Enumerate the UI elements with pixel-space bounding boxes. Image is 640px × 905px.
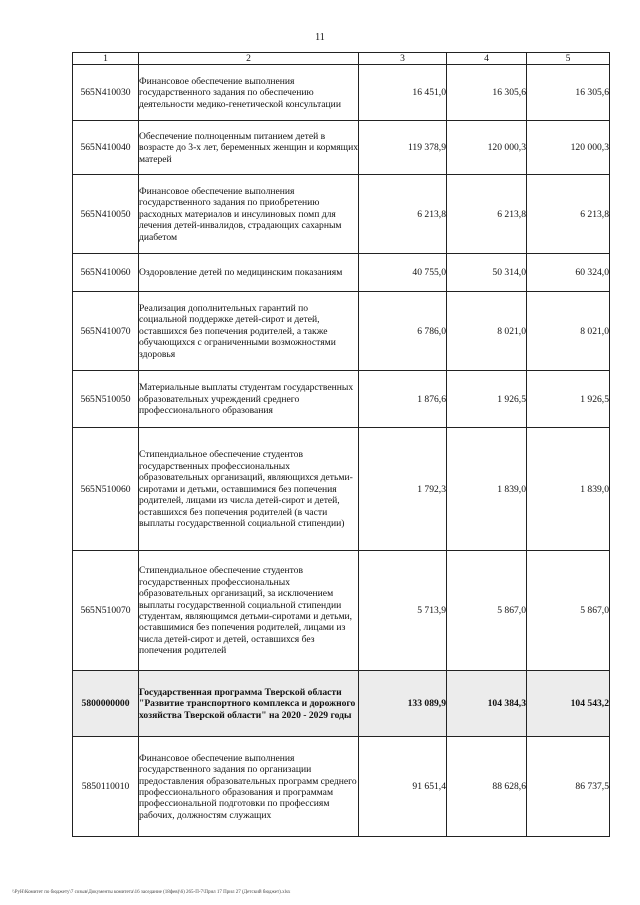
row-value-col3: 1 792,3 [359, 428, 447, 551]
table-row [73, 175, 610, 254]
row-value-col5: 16 305,6 [527, 65, 610, 121]
table-header-row [73, 53, 610, 65]
row-description: Государственная программа Тверской области "Развитие транспортного комплекса и дорожного хозяйства Тверской области" на 2020 - 2029 годы [139, 671, 359, 737]
column-header-3: 3 [359, 53, 447, 65]
budget-table [72, 52, 610, 837]
row-description: Оздоровление детей по медицинским показаниям [139, 254, 359, 292]
table-row-program-total [73, 671, 610, 737]
row-code: 565N410030 [73, 65, 139, 121]
row-description: Стипендиальное обеспечение студентов государственных профессиональных образовательных организаций, являющихся детьми-сиротами и детьми, оставшимися без попечения родителей, лицами из числа детей-сирот и детей, оставшихся без попечения родителей (в части выплаты государственной социальной стипендии) [139, 428, 359, 551]
file-path-footer: \\PyH\Комитет по бюджету\7 созыв\Документы комитета\16 заседание (18фев)\6) 265-П-7\Прил 17 Прил 27 (Детский бюджет).xlsx [12, 890, 291, 895]
column-header-2: 2 [139, 53, 359, 65]
table-row [73, 254, 610, 292]
row-value-col5: 86 737,5 [527, 737, 610, 837]
table-row [73, 737, 610, 837]
row-description: Обеспечение полноценным питанием детей в возрасте до 3-х лет, беременных женщин и кормящих матерей [139, 121, 359, 175]
row-value-col5: 6 213,8 [527, 175, 610, 254]
column-header-1: 1 [73, 53, 139, 65]
row-value-col4: 5 867,0 [447, 551, 527, 671]
column-header-4: 4 [447, 53, 527, 65]
row-code: 565N510070 [73, 551, 139, 671]
row-value-col3: 1 876,6 [359, 371, 447, 428]
row-value-col3: 91 651,4 [359, 737, 447, 837]
row-value-col3: 16 451,0 [359, 65, 447, 121]
row-value-col4: 120 000,3 [447, 121, 527, 175]
table-row [73, 292, 610, 371]
row-code: 565N410040 [73, 121, 139, 175]
row-value-col3: 5 713,9 [359, 551, 447, 671]
row-description: Стипендиальное обеспечение студентов государственных профессиональных образовательных организаций, за исключением выплаты государственной социальной стипендии студентам, являющимся детьми-сиротами и детьми, оставшимися без попечения родителей, лицами из числа детей-сирот и детей, оставшихся без попечения родителей [139, 551, 359, 671]
table-row [73, 428, 610, 551]
row-value-col4: 88 628,6 [447, 737, 527, 837]
row-value-col3: 6 786,0 [359, 292, 447, 371]
table-row [73, 551, 610, 671]
column-header-5: 5 [527, 53, 610, 65]
row-value-col4: 16 305,6 [447, 65, 527, 121]
row-description: Финансовое обеспечение выполнения государственного задания по обеспечению деятельности медико-генетической консультации [139, 65, 359, 121]
row-code: 565N410050 [73, 175, 139, 254]
row-description: Финансовое обеспечение выполнения государственного задания по организации предоставления образовательных программ среднего профессионального образования и программам профессиональной подготовки по профессиям рабочих, должностям служащих [139, 737, 359, 837]
row-value-col3: 40 755,0 [359, 254, 447, 292]
row-code: 565N410060 [73, 254, 139, 292]
row-value-col5: 1 926,5 [527, 371, 610, 428]
row-value-col4: 1 926,5 [447, 371, 527, 428]
row-code: 5800000000 [73, 671, 139, 737]
table-row [73, 371, 610, 428]
row-code: 5850110010 [73, 737, 139, 837]
row-value-col3: 6 213,8 [359, 175, 447, 254]
row-value-col4: 50 314,0 [447, 254, 527, 292]
row-code: 565N510060 [73, 428, 139, 551]
row-value-col5: 1 839,0 [527, 428, 610, 551]
row-value-col4: 1 839,0 [447, 428, 527, 551]
row-value-col5: 60 324,0 [527, 254, 610, 292]
row-description: Материальные выплаты студентам государственных образовательных учреждений среднего профессионального образования [139, 371, 359, 428]
row-value-col3: 133 089,9 [359, 671, 447, 737]
row-value-col5: 120 000,3 [527, 121, 610, 175]
row-code: 565N510050 [73, 371, 139, 428]
row-code: 565N410070 [73, 292, 139, 371]
row-description: Финансовое обеспечение выполнения государственного задания по приобретению расходных материалов и инсулиновых помп для лечения детей-инвалидов, страдающих сахарным диабетом [139, 175, 359, 254]
row-value-col5: 8 021,0 [527, 292, 610, 371]
table-row [73, 65, 610, 121]
row-value-col3: 119 378,9 [359, 121, 447, 175]
row-value-col5: 104 543,2 [527, 671, 610, 737]
row-description: Реализация дополнительных гарантий по социальной поддержке детей-сирот и детей, оставшихся без попечения родителей, а также обучающихся с ограниченными возможностями здоровья [139, 292, 359, 371]
row-value-col5: 5 867,0 [527, 551, 610, 671]
page-number: 11 [315, 32, 325, 43]
row-value-col4: 6 213,8 [447, 175, 527, 254]
row-value-col4: 8 021,0 [447, 292, 527, 371]
table-row [73, 121, 610, 175]
row-value-col4: 104 384,3 [447, 671, 527, 737]
